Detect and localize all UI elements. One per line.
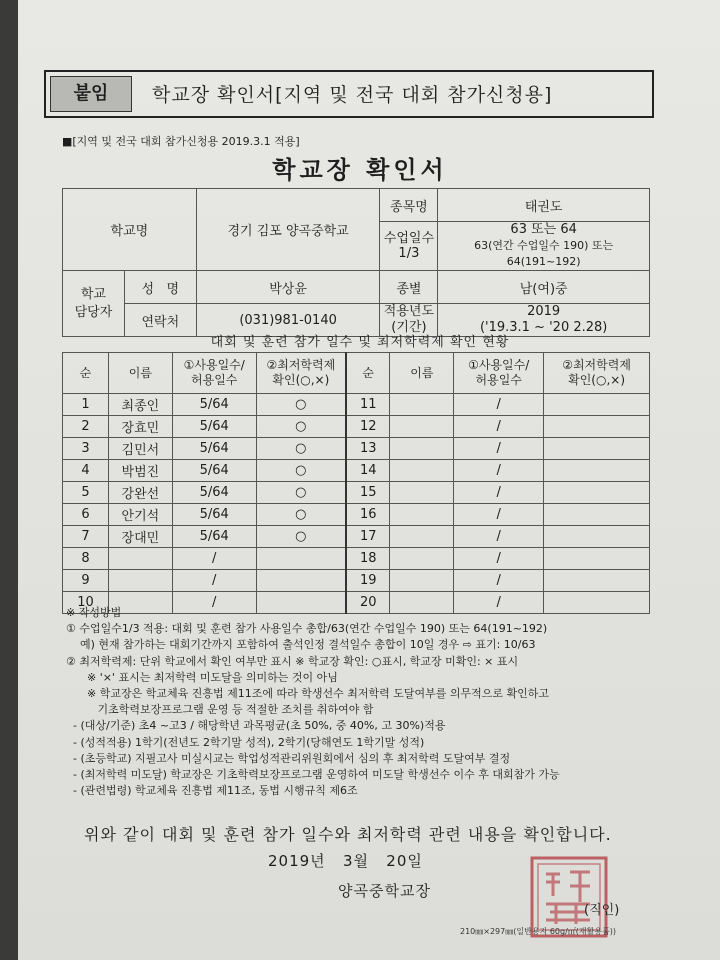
name-label: 성 명	[124, 271, 196, 304]
confirmation-statement: 위와 같이 대회 및 훈련 참가 일수와 최저학력 관련 내용을 확인합니다.	[84, 825, 612, 844]
row-name-right	[390, 416, 454, 438]
row-name-right	[390, 504, 454, 526]
instruction-line: - (성적적용) 1학기(전년도 2학기말 성적), 2학기(당해연도 1학기말 성적)	[66, 735, 425, 749]
applicability-note: ■[지역 및 전국 대회 참가신청용 2019.3.1 적용]	[62, 135, 300, 148]
row-no: 7	[63, 526, 109, 548]
row-no: 6	[63, 504, 109, 526]
table-body	[63, 394, 650, 614]
row-days: 5/64	[172, 460, 256, 482]
school-value: 경기 김포 양곡중학교	[196, 189, 380, 271]
table-row	[63, 504, 650, 526]
days-label	[380, 222, 438, 271]
row-no-right: 16	[346, 504, 390, 526]
row-name-right	[390, 482, 454, 504]
row-name: 장효민	[108, 416, 172, 438]
header-no-right: 순	[346, 353, 390, 394]
row-check-right	[544, 526, 650, 548]
row-days: /	[172, 570, 256, 592]
row-name: 김민서	[108, 438, 172, 460]
row-name: 장대민	[108, 526, 172, 548]
header-name-right: 이름	[390, 353, 454, 394]
row-check-right	[544, 438, 650, 460]
header-min-right-line2: 확인(○,×)	[568, 373, 625, 387]
header-min	[256, 353, 346, 394]
row-check: ○	[256, 438, 346, 460]
event-value: 태권도	[438, 189, 650, 222]
header-title: 학교장 확인서[지역 및 전국 대회 참가신청용]	[152, 84, 553, 106]
instruction-line: - (관련법령) 학교체육 진흥법 제11조, 동법 시행규칙 제6조	[66, 784, 358, 798]
row-days-right: /	[454, 394, 544, 416]
table-row	[63, 416, 650, 438]
row-no-right: 11	[346, 394, 390, 416]
contact-value: (031)981-0140	[196, 304, 380, 337]
contact-label: 연락처	[124, 304, 196, 337]
row-check: ○	[256, 416, 346, 438]
row-name-right	[390, 438, 454, 460]
row-name: 최종인	[108, 394, 172, 416]
row-days: 5/64	[172, 504, 256, 526]
year-label-line2: (기간)	[391, 320, 427, 335]
table-header-row	[63, 353, 650, 394]
days-value-line2: 63(연간 수업일수 190) 또는 64(191~192)	[474, 239, 614, 268]
instruction-line: ※ 학교장은 학교체육 진흥법 제11조에 따라 학생선수 최저학력 도달여부를 의무적으로 확인하고	[66, 687, 549, 701]
row-no-right: 19	[346, 570, 390, 592]
row-no-right: 15	[346, 482, 390, 504]
table-row	[63, 548, 650, 570]
header-min-right-line1: ②최저학력제	[562, 358, 631, 372]
row-check: ○	[256, 394, 346, 416]
row-days-right: /	[454, 438, 544, 460]
row-days-right: /	[454, 482, 544, 504]
header-days-right-line2: 허용일수	[475, 373, 522, 387]
instruction-line: - (최저학력 미도달) 학교장은 기초학력보장프로그램 운영하여 미도달 학생선수 이수 후 대회참가 가능	[66, 768, 560, 782]
row-check-right	[544, 504, 650, 526]
row-name-right	[390, 460, 454, 482]
row-name: 안기석	[108, 504, 172, 526]
row-no-right: 18	[346, 548, 390, 570]
paper-spec-footer: 210㎜×297㎜(일반용지 60g/㎡(재활용품))	[460, 927, 617, 936]
table-row	[63, 394, 650, 416]
header-days-right-line1: ①사용일수/	[468, 358, 530, 372]
row-no: 10	[63, 592, 109, 614]
instruction-line: ※ '×' 표시는 최저학력 미도달을 의미하는 것이 아님	[66, 670, 338, 684]
row-days-right: /	[454, 416, 544, 438]
row-days-right: /	[454, 460, 544, 482]
row-check: ○	[256, 504, 346, 526]
row-check	[256, 570, 346, 592]
row-no-right: 14	[346, 460, 390, 482]
manager-label-line2: 담당자	[74, 304, 113, 320]
row-name-right	[390, 394, 454, 416]
days-value	[438, 222, 650, 271]
row-name	[108, 548, 172, 570]
instruction-line: ② 최저학력제: 단위 학교에서 확인 여부만 표시 ※ 학교장 확인: ○표시, 학교장 미확인: × 표시	[66, 654, 519, 668]
days-label-line2: 1/3	[398, 246, 420, 261]
row-check-right	[544, 416, 650, 438]
instruction-line: - (초등학교) 지필고사 미실시교는 학업성적관리위원회에서 심의 후 최저학력 도달여부 결정	[66, 751, 511, 765]
row-no: 8	[63, 548, 109, 570]
row-days-right: /	[454, 504, 544, 526]
row-check-right	[544, 460, 650, 482]
instruction-line: ① 수업일수1/3 적용: 대회 및 훈련 참가 사용일수 총합/63(연간 수업일수 190) 또는 64(191~192)	[66, 622, 548, 636]
principal-title: 양곡중학교장	[338, 882, 431, 900]
header-min-line1: ②최저학력제	[266, 358, 336, 372]
row-days-right: /	[454, 570, 544, 592]
row-name-right	[390, 526, 454, 548]
row-name: 강완선	[108, 482, 172, 504]
row-days: 5/64	[172, 526, 256, 548]
table-row	[63, 526, 650, 548]
header-min-line2: 확인(○,×)	[272, 373, 330, 387]
instruction-line: - (대상/기준) 초4 ~고3 / 해당학년 과목평균(초 50%, 중 40%, 고 30%)적용	[66, 719, 446, 733]
table-row	[63, 460, 650, 482]
manager-label	[63, 271, 125, 337]
row-name-right	[390, 548, 454, 570]
year-label-line1: 적용년도	[383, 304, 434, 319]
row-no-right: 13	[346, 438, 390, 460]
row-name: 박범진	[108, 460, 172, 482]
instruction-line: ※ 작성방법	[66, 606, 122, 619]
row-no-right: 20	[346, 592, 390, 614]
row-check: ○	[256, 460, 346, 482]
info-table	[62, 188, 650, 337]
row-days: 5/64	[172, 438, 256, 460]
instructions	[66, 605, 666, 799]
row-no: 5	[63, 482, 109, 504]
participation-table	[62, 352, 650, 614]
issue-date: 2019년 3월 20일	[268, 852, 423, 870]
header-days-line1: ①사용일수/	[183, 358, 245, 372]
table-row	[63, 570, 650, 592]
header-days	[172, 353, 256, 394]
header-no: 순	[63, 353, 109, 394]
row-check: ○	[256, 526, 346, 548]
row-check-right	[544, 394, 650, 416]
row-check	[256, 548, 346, 570]
header-min-right	[544, 353, 650, 394]
row-no: 3	[63, 438, 109, 460]
school-label: 학교명	[63, 189, 197, 271]
instruction-line: 기초학력보장프로그램 운영 등 적절한 조치를 취하여야 함	[66, 703, 374, 717]
row-days-right: /	[454, 526, 544, 548]
gender-label: 종별	[380, 271, 438, 304]
row-days: /	[172, 592, 256, 614]
row-no: 2	[63, 416, 109, 438]
table-row	[63, 438, 650, 460]
year-value-line2: ('19.3.1 ~ '20 2.28)	[479, 320, 608, 335]
name-value: 박상윤	[196, 271, 380, 304]
row-check-right	[544, 548, 650, 570]
year-value-line1: 2019	[527, 304, 561, 319]
days-label-line1: 수업일수	[383, 231, 434, 246]
row-name	[108, 570, 172, 592]
row-check-right	[544, 570, 650, 592]
gender-value: 남(여)중	[438, 271, 650, 304]
seal-label: (직인)	[584, 903, 620, 918]
row-days: 5/64	[172, 482, 256, 504]
attachment-tag: 붙임	[50, 76, 132, 112]
row-name-right	[390, 570, 454, 592]
table-row	[63, 482, 650, 504]
event-label: 종목명	[380, 189, 438, 222]
instruction-line: 예) 현재 참가하는 대회기간까지 포함하여 출석인정 결석일수 총합이 10일 경우 ⇨ 표기: 10/63	[66, 638, 536, 652]
header-name: 이름	[108, 353, 172, 394]
row-days-right: /	[454, 548, 544, 570]
row-days: /	[172, 548, 256, 570]
row-check: ○	[256, 482, 346, 504]
header-days-line2: 허용일수	[191, 373, 238, 387]
row-no-right: 12	[346, 416, 390, 438]
row-days: 5/64	[172, 394, 256, 416]
row-days-right: /	[454, 592, 544, 614]
row-no-right: 17	[346, 526, 390, 548]
main-title: 학교장 확인서	[272, 156, 448, 184]
header-days-right	[454, 353, 544, 394]
days-value-line1: 63 또는 64	[510, 222, 577, 237]
row-no: 4	[63, 460, 109, 482]
row-no: 9	[63, 570, 109, 592]
section-title: 대회 및 훈련 참가 일수 및 최저학력제 확인 현황	[210, 335, 510, 350]
manager-label-line1: 학교	[80, 286, 106, 302]
row-check-right	[544, 482, 650, 504]
row-no: 1	[63, 394, 109, 416]
row-days: 5/64	[172, 416, 256, 438]
